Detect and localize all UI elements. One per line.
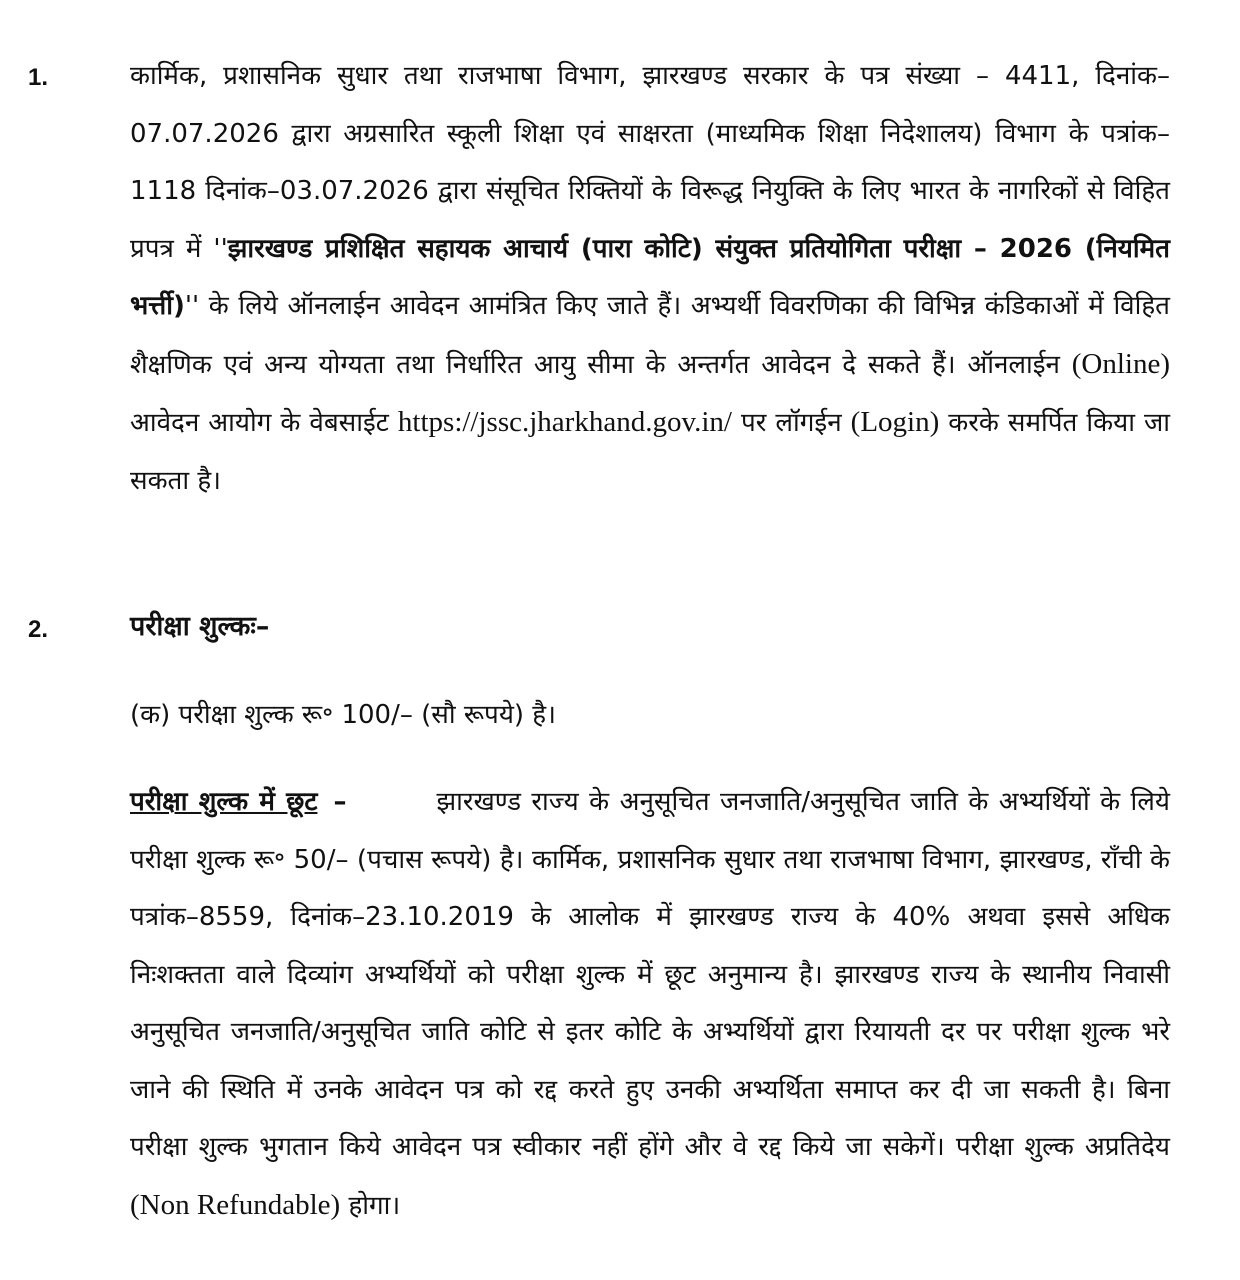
section-1-number: 1.: [28, 64, 49, 91]
section-1-text-e: करके समर्पित किया जा सकता है।: [130, 408, 1170, 496]
section-1-text-a: कार्मिक, प्रशासनिक सुधार तथा राजभाषा विभाग, झारखण्ड सरकार के पत्र संख्या – 4411, दिनांक–07.07.2026 द्वारा अग्रसारित स्कूली शिक्षा एवं साक्षरता (माध्यमिक शिक्षा निदेशालय) विभाग के पत्रांक–1118 दिनांक–03.07.2026 द्वारा संसूचित रिक्तियों के विरूद्ध नियुक्ति के लिए भारत के नागरिकों से विहित प्रपत्र में '': [130, 61, 1170, 264]
fee-line: (क) परीक्षा शुल्क रू॰ 100/– (सौ रूपये) है।: [130, 700, 556, 730]
exemption-text: झारखण्ड राज्य के अनुसूचित जनजाति/अनुसूचित जाति के अभ्यर्थियों के लिये परीक्षा शुल्क रू॰ 50/– (पचास रूपये) है। कार्मिक, प्रशासनिक सुधार तथा राजभाषा विभाग, झारखण्ड, राँची के पत्रांक–8559, दिनांक–23.10.2019 के आलोक में झारखण्ड राज्य के 40% अथवा इससे अधिक निःशक्तता वाले दिव्यांग अभ्यर्थियों को परीक्षा शुल्क में छूट अनुमान्य है। झारखण्ड राज्य के स्थानीय निवासी अनुसूचित जनजाति/अनुसूचित जाति कोटि से इतर कोटि के अभ्यर्थियों द्वारा रियायती दर पर परीक्षा शुल्क भरे जाने की स्थिति में उनके आवेदन पत्र को रद्द करते हुए उनकी अभ्यर्थिता समाप्त कर दी जा सकती है। बिना परीक्षा शुल्क भुगतान किये आवेदन पत्र स्वीकार नहीं होंगे और वे रद्द किये जा सकेगें। परीक्षा शुल्क अप्रतिदेय: [130, 787, 1170, 1162]
section-2-heading: परीक्षा शुल्कः–: [130, 611, 270, 642]
section-2-number: 2.: [28, 616, 49, 643]
section-1-text-d: पर लॉगईन: [731, 408, 851, 438]
section-1-text-c: आवेदन आयोग के वेबसाईट: [130, 408, 398, 438]
online-label: (Online): [1071, 347, 1170, 380]
non-refundable-label: (Non Refundable): [130, 1188, 341, 1221]
exam-title: झारखण्ड प्रशिक्षित सहायक आचार्य (पारा कोटि) संयुक्त प्रतियोगिता परीक्षा – 2026 (नियमित भर्त्ती): [130, 233, 1170, 321]
exemption-end: होगा।: [340, 1190, 401, 1221]
section-1-text-b: '' के लिये ऑनलाईन आवेदन आमंत्रित किए जाते हैं। अभ्यर्थी विवरणिका की विभिन्न कंडिकाओं में विहित शैक्षणिक एवं अन्य योग्यता तथा निर्धारित आयु सीमा के अन्तर्गत आवेदन दे सकते हैं। ऑनलाईन: [130, 291, 1170, 380]
exemption-dash: –: [333, 787, 347, 817]
exemption-title: परीक्षा शुल्क में छूट: [130, 787, 318, 817]
section-1-paragraph: [130, 48, 1170, 510]
login-label: (Login): [850, 406, 940, 438]
website-link[interactable]: https://jssc.jharkhand.gov.in/: [397, 406, 732, 438]
exemption-paragraph: [130, 774, 1170, 1235]
